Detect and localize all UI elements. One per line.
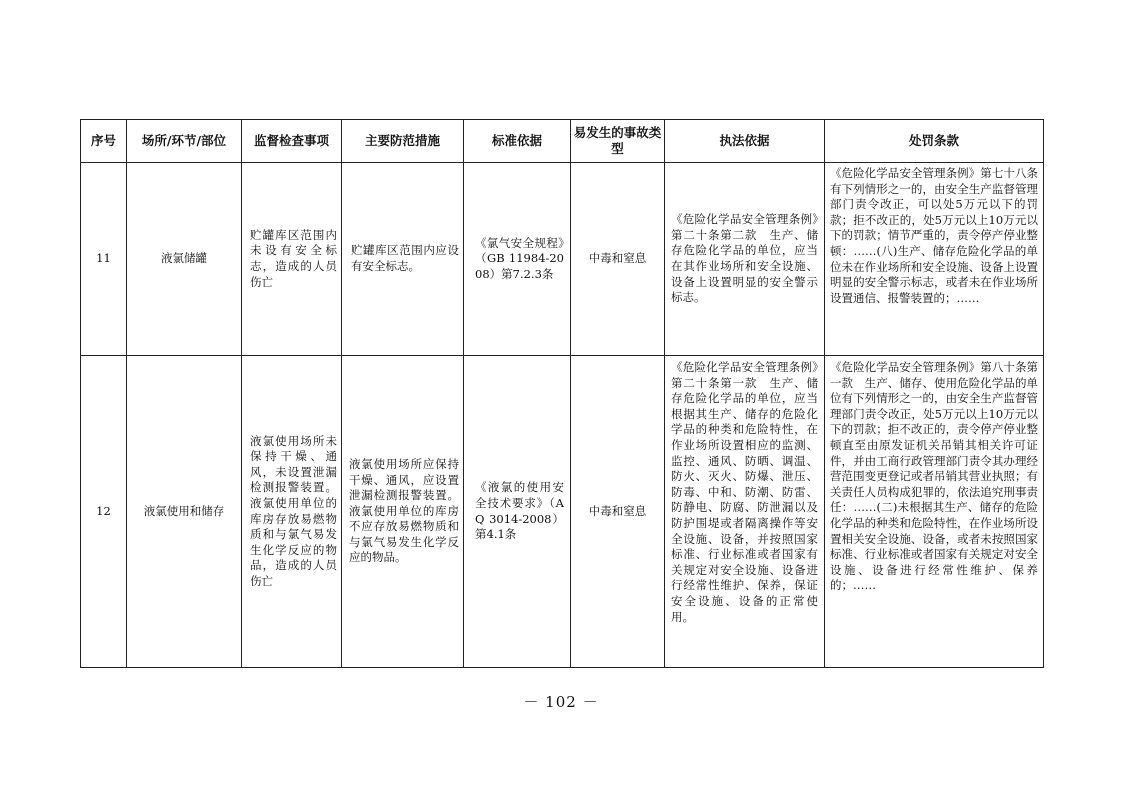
regulation-table (80, 119, 1050, 668)
cell-penalty-clause: 《危险化学品安全管理条例》第七十八条 有下列情形之一的，由安全生产监督管理部门责令改正，可以处5万元以下的罚款；拒不改正的，处5万元以上10万元以下的罚款；情节严重的，责令停产停业整顿：……(八)生产、储存危险化学品的单位未在作业场所和安全设施、设备上设置明显的安全警示标志，或者未在作业场所设置通信、报警装置的；…… (825, 163, 1044, 356)
cell-inspection-item: 液氯使用场所未保持干燥、通风，未设置泄漏检测报警装置。液氯使用单位的库房存放易燃物质和与氯气易发生化学反应的物品，造成的人员伤亡 (242, 356, 342, 668)
cell-serial-number: 11 (81, 163, 127, 356)
cell-location: 液氯储罐 (127, 163, 242, 356)
cell-accident-type: 中毒和窒息 (571, 163, 665, 356)
table-row (81, 163, 1044, 356)
cell-location: 液氯使用和储存 (127, 356, 242, 668)
cell-standard-basis: 《液氯的使用安全技术要求》（AQ 3014-2008）第4.1条 (464, 356, 571, 668)
header-standard-basis: 标准依据 (464, 120, 571, 163)
header-law-basis: 执法依据 (665, 120, 825, 163)
header-penalty-clause: 处罚条款 (825, 120, 1044, 163)
cell-serial-number: 12 (81, 356, 127, 668)
header-accident-type: 易发生的事故类型 (571, 120, 665, 163)
cell-penalty-clause: 《危险化学品安全管理条例》第八十条第一款 生产、储存、使用危险化学品的单位有下列情形之一的，由安全生产监督管理部门责令改正，处5万元以上10万元以下的罚款；拒不改正的，责令停产停业整顿直至由原发证机关吊销其相关许可证件，并由工商行政管理部门责令其办理经营范围变更登记或者吊销其营业执照；有关责任人员构成犯罪的，依法追究刑事责任：……(二)未根据其生产、储存的危险化学品的种类和危险特性，在作业场所设置相关安全设施、设备，或者未按照国家标准、行业标准或者国家有关规定对安全设施、设备进行经常性维护、保养的；…… (825, 356, 1044, 668)
table-row (81, 356, 1044, 668)
page-number: － 102 － (523, 693, 599, 711)
header-location: 场所/环节/部位 (127, 120, 242, 163)
header-serial-number: 序号 (81, 120, 127, 163)
table-header-row (81, 120, 1044, 163)
cell-inspection-item: 贮罐库区范围内未设有安全标志，造成的人员伤亡 (242, 163, 342, 356)
header-inspection-item: 监督检查事项 (242, 120, 342, 163)
cell-law-basis: 《危险化学品安全管理条例》第二十条第一款 生产、储存危险化学品的单位，应当根据其生产、储存的危险化学品的种类和危险特性，在作业场所设置相应的监测、监控、通风、防晒、调温、防火、灭火、防爆、泄压、防毒、中和、防潮、防雷、防静电、防腐、防泄漏以及防护围堤或者隔离操作等安全设施、设备，并按照国家标准、行业标准或者国家有关规定对安全设施、设备进行经常性维护、保养，保证安全设施、设备的正常使用。 (665, 356, 825, 668)
cell-prevention-measures: 贮罐库区范围内应设有安全标志。 (342, 163, 464, 356)
cell-law-basis: 《危险化学品安全管理条例》第二十条第二款 生产、储存危险化学品的单位，应当在其作业场所和安全设施、设备上设置明显的安全警示标志。 (665, 163, 825, 356)
cell-prevention-measures: 液氯使用场所应保持干燥、通风，应设置泄漏检测报警装置。液氯使用单位的库房不应存放易燃物质和与氯气易发生化学反应的物品。 (342, 356, 464, 668)
header-prevention-measures: 主要防范措施 (342, 120, 464, 163)
cell-accident-type: 中毒和窒息 (571, 356, 665, 668)
cell-standard-basis: 《氯气安全规程》（GB 11984-2008）第7.2.3条 (464, 163, 571, 356)
